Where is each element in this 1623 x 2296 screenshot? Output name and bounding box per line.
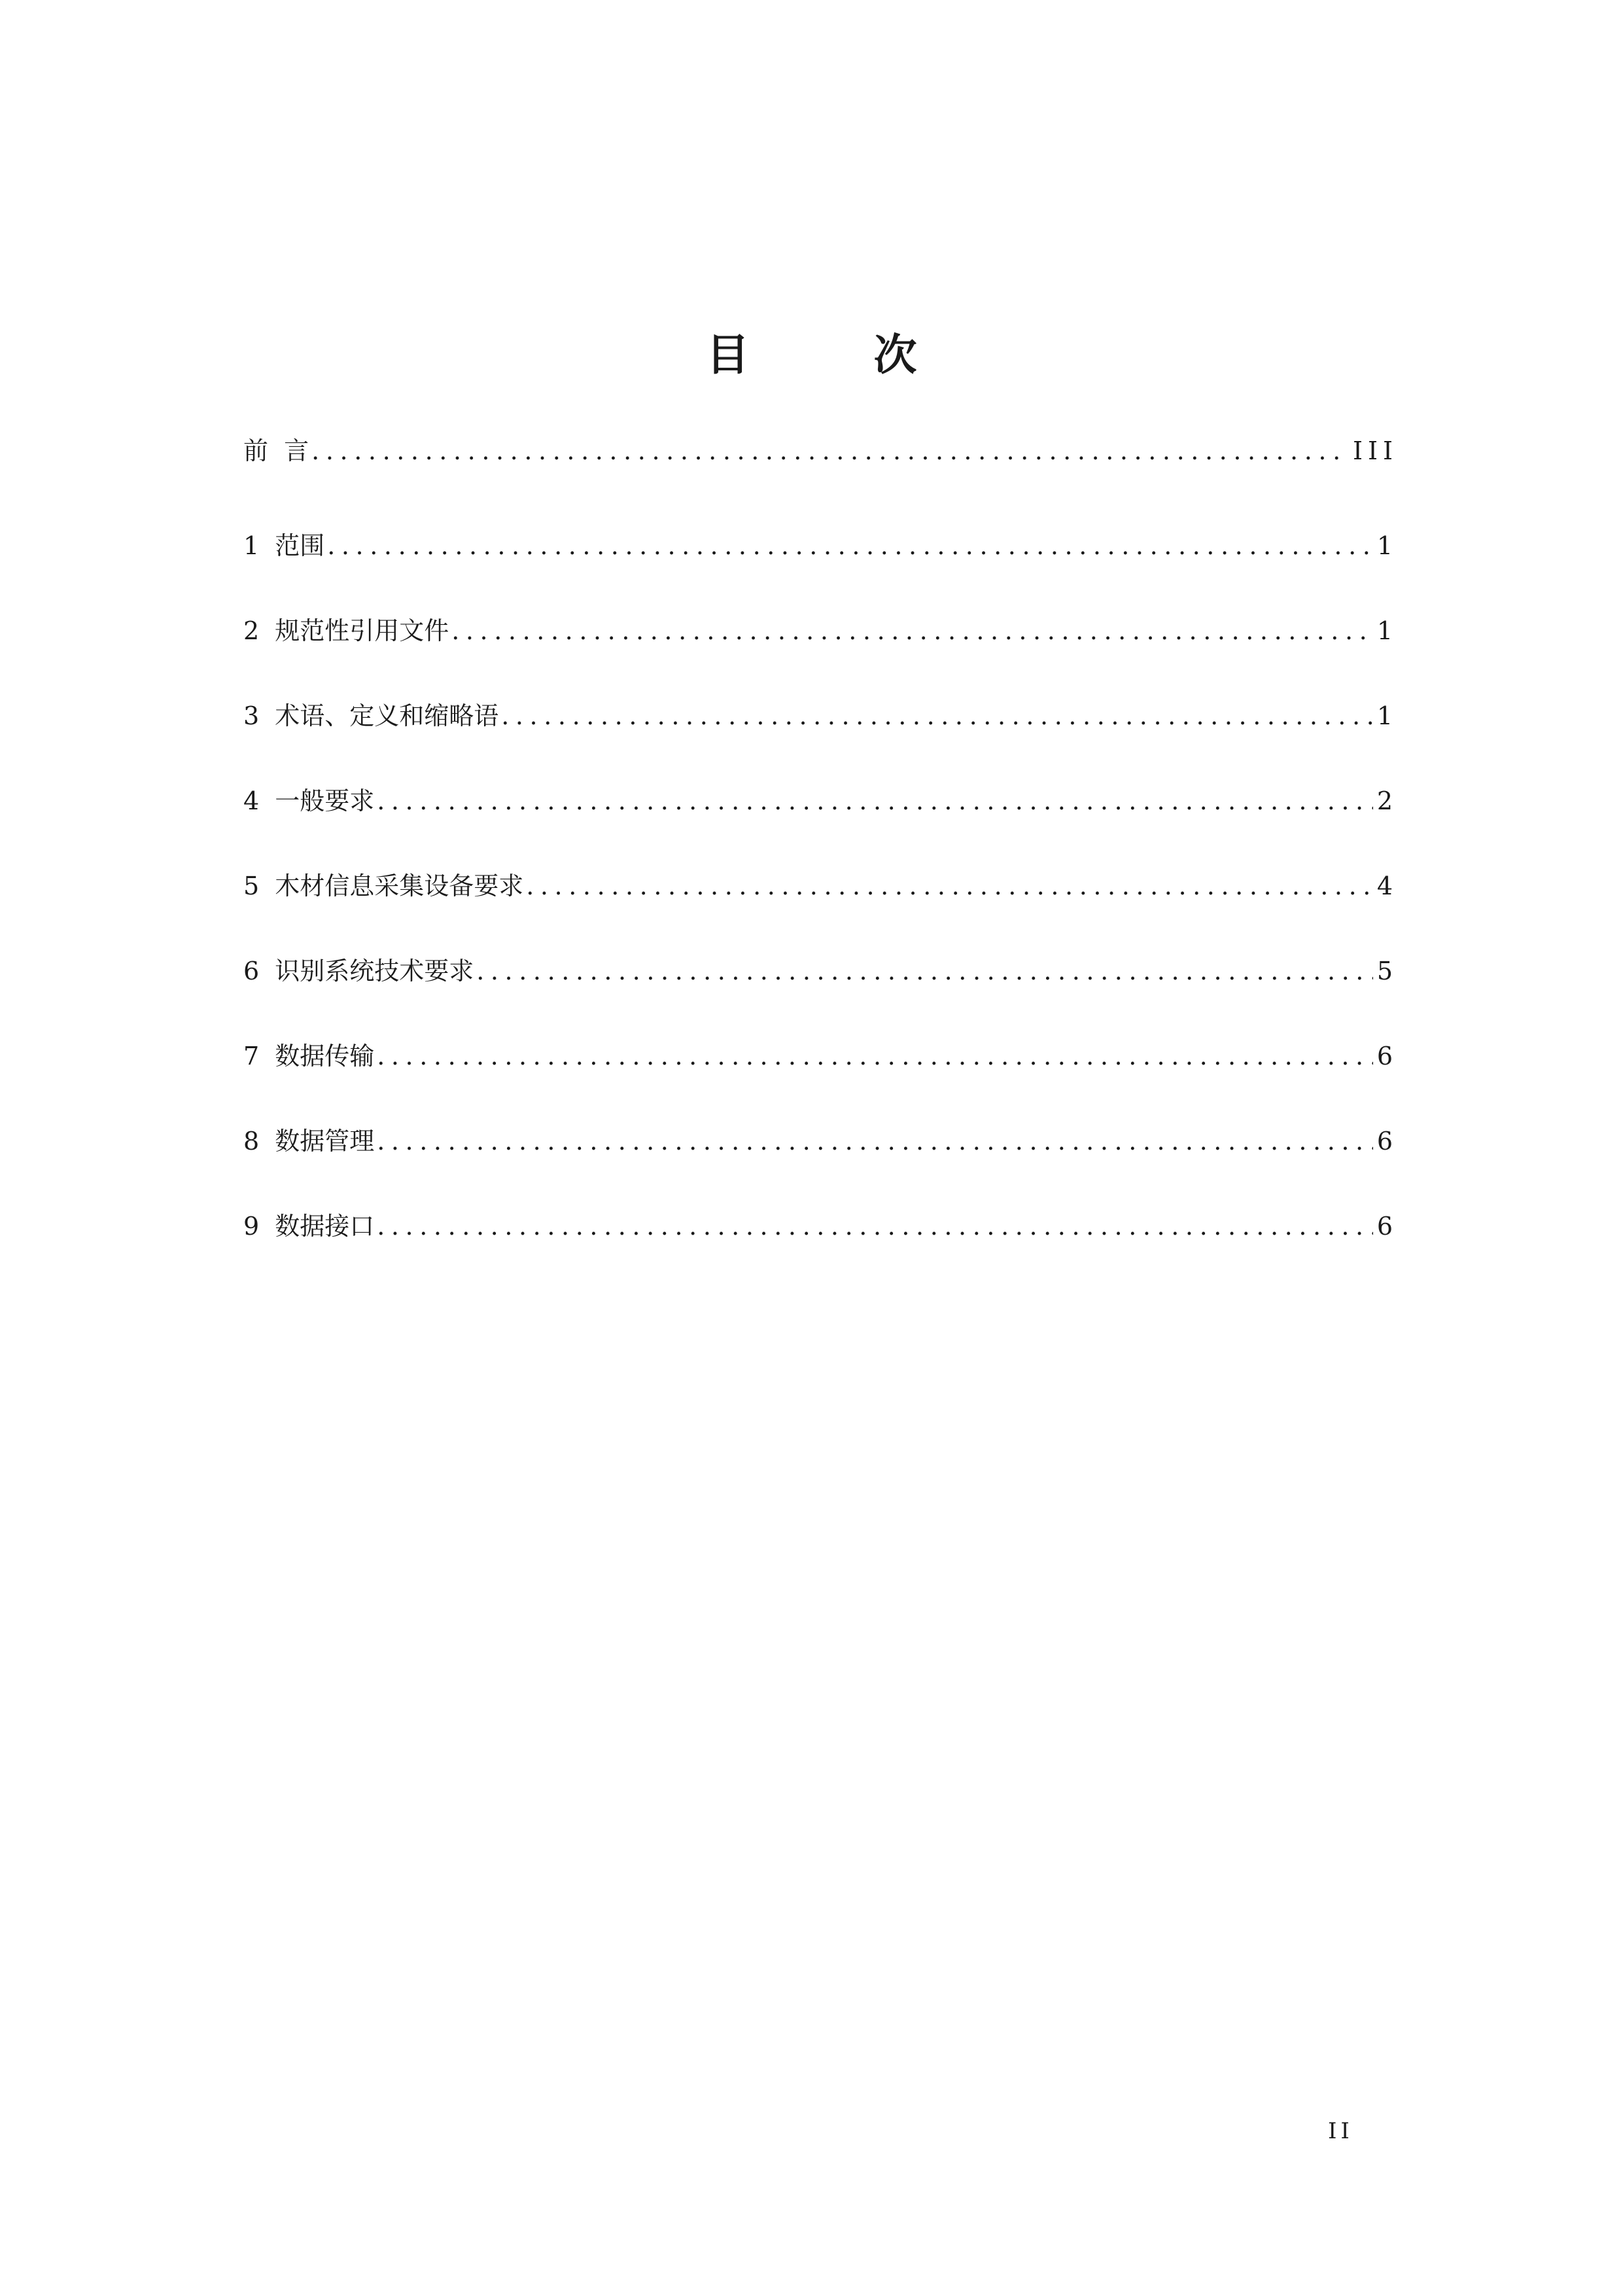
toc-dot-leader xyxy=(501,703,1373,728)
toc-dot-leader xyxy=(451,618,1373,643)
toc-entry-page: 6 xyxy=(1376,1127,1398,1156)
toc-entry-label: 一般要求 xyxy=(275,786,375,815)
toc-entry-number: 1 xyxy=(243,531,260,560)
toc-entry-label: 数据管理 xyxy=(275,1127,375,1156)
toc-entry-label: 木材信息采集设备要求 xyxy=(275,872,524,900)
toc-entry-2[interactable] xyxy=(243,616,1398,703)
toc-entry-label: 范围 xyxy=(275,531,325,560)
toc-dot-leader xyxy=(476,959,1373,983)
toc-dot-leader xyxy=(327,533,1373,558)
table-of-contents xyxy=(243,436,1398,1299)
toc-entry-5[interactable] xyxy=(243,872,1398,959)
toc-entry-label: 规范性引用文件 xyxy=(275,616,449,645)
toc-entry-number: 8 xyxy=(243,1127,260,1156)
toc-entry-preface[interactable] xyxy=(243,436,1398,533)
toc-entry-page: 1 xyxy=(1376,701,1398,730)
toc-entry-number: 2 xyxy=(243,616,260,645)
toc-entry-6[interactable] xyxy=(243,957,1398,1044)
page-number: II xyxy=(1328,2118,1353,2144)
toc-entry-page: 1 xyxy=(1376,616,1398,645)
toc-entry-page: III xyxy=(1352,436,1398,465)
toc-entry-page: 5 xyxy=(1376,957,1398,985)
toc-entry-number: 6 xyxy=(243,957,260,985)
toc-entry-page: 6 xyxy=(1376,1212,1398,1241)
toc-entry-4[interactable] xyxy=(243,786,1398,874)
toc-entry-label: 前 言 xyxy=(243,436,309,465)
toc-entry-number: 3 xyxy=(243,701,260,730)
toc-entry-number: 4 xyxy=(243,786,260,815)
toc-entry-page: 4 xyxy=(1376,872,1398,900)
toc-dot-leader xyxy=(377,1044,1373,1069)
toc-entry-label: 数据传输 xyxy=(275,1042,375,1070)
toc-entry-page: 1 xyxy=(1376,531,1398,560)
toc-dot-leader xyxy=(311,438,1349,463)
toc-entry-page: 6 xyxy=(1376,1042,1398,1070)
toc-entry-3[interactable] xyxy=(243,701,1398,788)
toc-dot-leader xyxy=(377,1129,1373,1154)
toc-entry-7[interactable] xyxy=(243,1042,1398,1129)
toc-entry-8[interactable] xyxy=(243,1127,1398,1214)
toc-entry-9[interactable] xyxy=(243,1212,1398,1299)
page-title: 目 次 xyxy=(706,330,958,380)
toc-entry-number: 7 xyxy=(243,1042,260,1070)
toc-dot-leader xyxy=(377,788,1373,813)
toc-entry-label: 术语、定义和缩略语 xyxy=(275,701,499,730)
toc-entry-number: 9 xyxy=(243,1212,260,1241)
toc-dot-leader xyxy=(526,874,1373,898)
toc-dot-leader xyxy=(377,1214,1373,1239)
toc-entry-1[interactable] xyxy=(243,531,1398,618)
toc-entry-label: 识别系统技术要求 xyxy=(275,957,474,985)
toc-entry-page: 2 xyxy=(1376,786,1398,815)
toc-entry-number: 5 xyxy=(243,872,260,900)
toc-entry-label: 数据接口 xyxy=(275,1212,375,1241)
